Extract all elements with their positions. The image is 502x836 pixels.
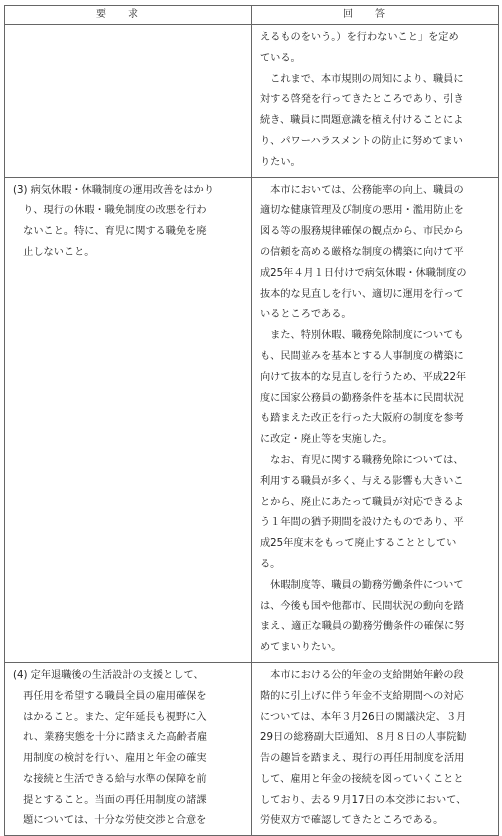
answer-text-line: 向けて抜本的な見直しを行うため、平成22年 — [260, 371, 467, 383]
demand-text-line: (3) 病気休暇・休職制度の運用改善をはかり — [13, 184, 215, 196]
answer-text-line: り、パワーハラスメントの防止に努めてまい — [260, 135, 463, 147]
demand-header: 要求 — [5, 6, 252, 25]
demand-answer-table — [4, 5, 499, 836]
answer-text-line: は、今後も国や他都市、民間状況の動向を踏 — [260, 600, 464, 612]
table-header-row — [5, 6, 499, 25]
answer-text-line: ている。 — [260, 52, 301, 64]
answer-text-line: して、雇用と年金の接続を図っていくことと — [260, 773, 464, 785]
answer-text-line: 29日の総務副大臣通知、８月８日の人事院勧 — [260, 732, 467, 744]
answer-cell — [252, 662, 499, 835]
answer-text-line: 本市においては、公務能率の向上、職員の — [260, 184, 464, 196]
demand-text-line: ないこと。特に、育児に関する職免を廃 — [13, 226, 207, 238]
answer-text-line: りたい。 — [260, 156, 301, 168]
answer-text-line: に改定・廃止等を実施した。 — [260, 434, 393, 446]
table-row — [5, 662, 499, 835]
answer-text-line: とから、廃止にあたって職員が対応できるよ — [260, 496, 464, 508]
answer-text-line: 成25年４月１日付けで病気休暇・休職制度の — [260, 267, 467, 279]
answer-text-line: も踏まえた改正を行った大阪府の制度を参考 — [260, 413, 464, 425]
table-row — [5, 177, 499, 662]
answer-cell — [252, 25, 499, 178]
answer-text-line: しており、去る９月17日の本交渉において、 — [260, 794, 467, 806]
demand-cell — [5, 662, 252, 835]
demand-text-line: れ、業務実態を十分に踏まえた高齢者雇 — [13, 732, 208, 744]
answer-text-line: 適切な健康管理及び制度の悪用・濫用防止を — [260, 205, 464, 217]
demand-text-line: 題については、十分な労使交渉と合意を — [13, 815, 207, 827]
demand-text-line: 止しないこと。 — [13, 246, 95, 258]
demand-text-line: (4) 定年退職後の生活設計の支援として、 — [13, 669, 204, 681]
answer-text-line: 続き、職員に問題意識を植え付けることによ — [260, 115, 464, 127]
answer-text-line: いるところである。 — [260, 309, 352, 321]
demand-text-line: な接続と生活できる給与水準の保障を前 — [13, 773, 207, 785]
answer-text-line: 告の趣旨を踏まえ、現行の再任用制度を活用 — [260, 753, 465, 765]
table-row — [5, 25, 499, 178]
demand-text-line: はかること。また、定年延長も視野に入 — [13, 711, 207, 723]
answer-text-line: これまで、本市規則の周知により、職員に — [260, 73, 464, 85]
demand-text-line: 用制度の検討を行い、雇用と年金の確実 — [13, 753, 207, 765]
answer-text-line: 休暇制度等、職員の勤務労働条件について — [260, 579, 464, 591]
answer-text-line: 抜本的な見直しを行い、適切に運用を行って — [260, 288, 464, 300]
answer-text-line: また、特別休暇、職務免除制度についても — [260, 330, 464, 342]
answer-text-line: う１年間の猶予期間を設けたものであり、平 — [260, 517, 464, 529]
answer-text-line: なお、育児に関する職務免除については、 — [260, 454, 464, 466]
answer-text-line: めてまいりたい。 — [260, 642, 342, 654]
answer-text-line: 労使双方で確認してきたところである。 — [260, 815, 444, 827]
demand-text-line: り、現行の休暇・職免制度の改悪を行わ — [13, 205, 207, 217]
answer-text-line: まえ、適正な職員の勤務労働条件の確保に努 — [260, 621, 465, 633]
answer-text-line: の信頼を高める厳格な制度の構築に向けて平 — [260, 246, 464, 258]
demand-text-line: 提とすること。当面の再任用制度の諸課 — [13, 794, 207, 806]
answer-text-line: については、本年３月26日の閣議決定、３月 — [260, 711, 467, 723]
answer-text-line: 成25年度末をもって廃止することとしてい — [260, 538, 457, 550]
answer-text-line: 本市における公的年金の支給開始年齢の段 — [260, 669, 464, 681]
answer-text-line: 図る等の服務規律確保の観点から、市民から — [260, 226, 464, 238]
answer-text-line: えるものをいう。）を行わないこと」を定め — [260, 32, 459, 43]
demand-cell — [5, 25, 252, 178]
answer-header: 回答 — [252, 6, 499, 25]
answer-text-line: 対する啓発を行ってきたところであり、引き — [260, 94, 464, 106]
answer-cell — [252, 177, 499, 662]
demand-cell — [5, 177, 252, 662]
answer-text-line: る。 — [260, 558, 281, 570]
answer-text-line: も、民間並みを基本とする人事制度の構築に — [260, 350, 464, 362]
answer-text-line: 利用する職員が多く、与える影響も大きいこ — [260, 475, 464, 487]
answer-text-line: 度に国家公務員の勤務条件を基本に民間状況 — [260, 392, 464, 404]
answer-text-line: 階的に引上げに伴う年金不支給期間への対応 — [260, 690, 464, 702]
demand-text-line: 再任用を希望する職員全員の雇用確保を — [13, 690, 207, 702]
